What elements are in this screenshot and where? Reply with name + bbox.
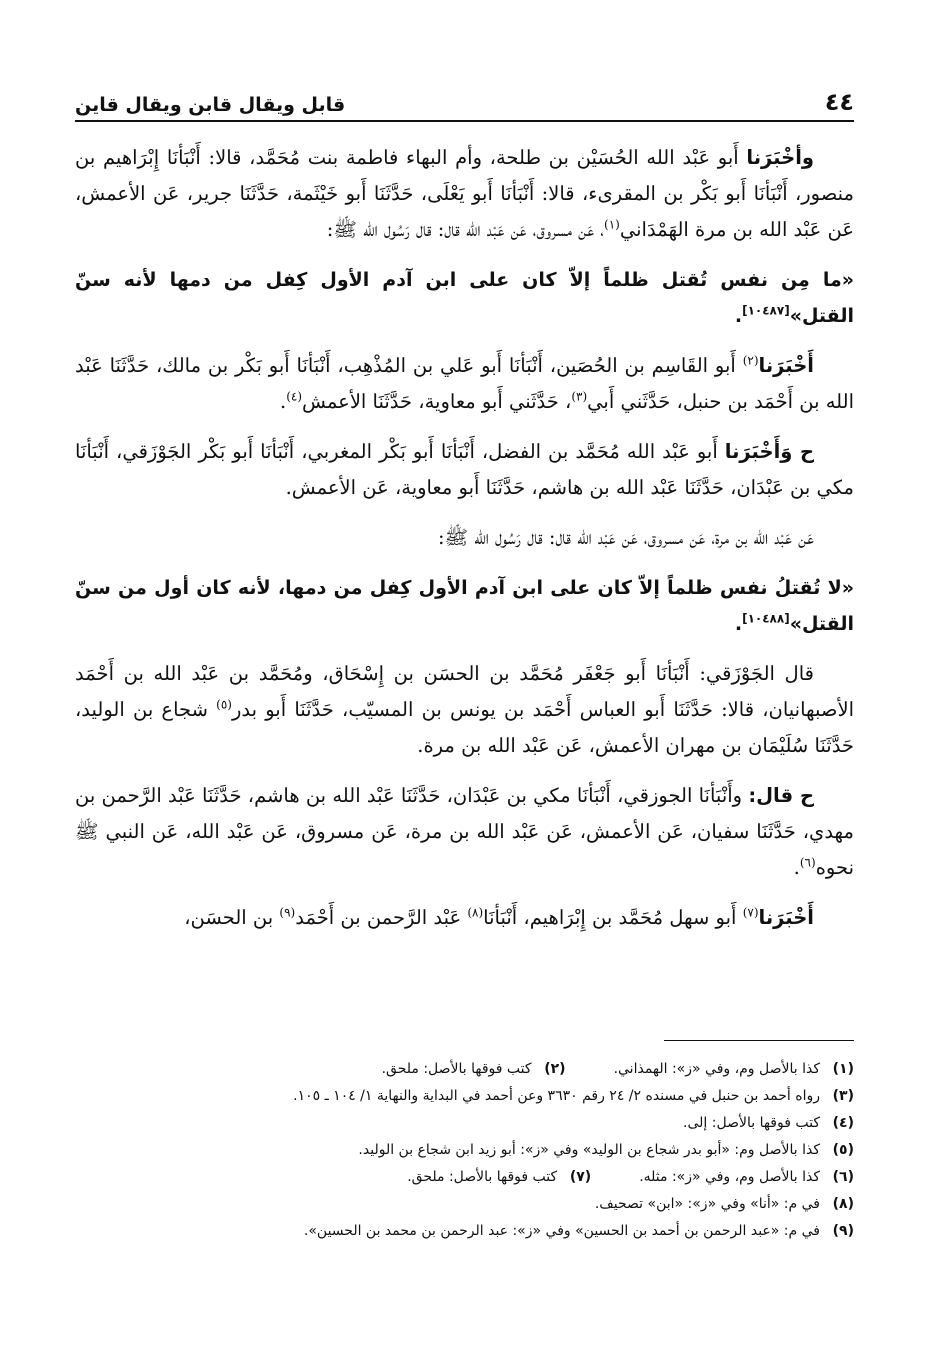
footnote-row	[75, 1137, 854, 1164]
footnote-row	[75, 1083, 854, 1110]
footnote-item	[293, 1083, 854, 1110]
paragraph-text: شجاع بن الوليد، حَدَّثَنَا سُلَيْمَان بن مهران الأعمش، عَن عَبْد الله بن مرة.	[75, 698, 854, 757]
paragraph-5	[75, 656, 854, 764]
page-header	[75, 78, 854, 122]
footnote-text: كذا بالأصل وم، وفي «ز»: الهمذاني.	[613, 1061, 820, 1077]
footnote-number: (٦)	[832, 1169, 854, 1185]
footnote-ref-7: (٧)	[742, 905, 759, 920]
footnote-separator	[664, 1040, 854, 1041]
footnote-number: (٣)	[832, 1088, 854, 1104]
page-number: ٤٤	[824, 88, 854, 116]
footnote-ref-2: (٢)	[742, 353, 759, 368]
paragraph-6	[75, 778, 854, 886]
footnote-item	[639, 1164, 854, 1191]
paragraph-text: أَبو سهل مُحَمَّد بن إِبْرَاهيم، أَنْبَأنَا	[483, 906, 743, 929]
footnote-number: (٩)	[832, 1223, 854, 1239]
quote-end: .	[734, 305, 743, 327]
paragraph-text: قال الجَوْزَقي: أَنْبَأنَا أَبو جَعْفَر مُحَمَّد بن الحسَن بن إِسْحَاق، ومُحَمَّد بن عَبْد الله بن أَحْمَد الأصبهانيان، قالا: حَدَّثَنَا أَبو العباس أَحْمَد بن يونس بن المسيّب، حَدَّثَنَا أَبو بدر	[75, 662, 854, 721]
footnote-item	[595, 1191, 854, 1218]
footnote-number: (٤)	[832, 1115, 854, 1131]
paragraph-text: بن الحسَن،	[184, 906, 280, 929]
hadith-number-1: [١٠٤٨٧]	[742, 303, 790, 318]
quote-end: .	[734, 613, 743, 635]
footnote-row	[75, 1191, 854, 1218]
hadith-quote-2	[75, 570, 854, 642]
footnote-item	[382, 1056, 566, 1083]
footnote-ref-5: (٥)	[216, 697, 232, 712]
narration-keyword: أَخْبَرَنا	[758, 354, 814, 377]
hadith-number-2: [١٠٤٨٨]	[742, 611, 790, 626]
footnote-number: (٨)	[832, 1196, 854, 1212]
footnote-text: كذا بالأصل وم، وفي «ز»: مثله.	[639, 1169, 820, 1185]
footnote-text: كتب فوقها بالأصل: ملحق.	[381, 1061, 532, 1077]
paragraph-text: .	[793, 856, 800, 879]
narration-keyword: أَخْبَرَنا	[758, 906, 814, 929]
paragraph-4: عَن عَبْد الله بن مرة، عَن مسروق، عَن عَبْد الله قال: قال رَسُول الله ﷺ:	[437, 526, 814, 549]
main-text	[75, 140, 854, 950]
paragraph-text: أَبو عَبْد الله مُحَمَّد بن الفضل، أَنْبَأنَا أَبو بَكْر المغربي، أَنْبَأنَا أَبو بَكْر الجَوْزَقي، أَنْبَأنَا مكي بن عَبْدَان، حَدَّثَنَا عَبْد الله بن هاشم، حَدَّثَنَا أَبو معاوية، عَن الأعمش.	[75, 440, 854, 499]
paragraph-text: أَبو عَبْد الله الحُسَيْن بن طلحة، وأم البهاء فاطمة بنت مُحَمَّد، قالا: أَنْبَأنَا إِبْرَاهيم بن منصور، أَنْبَأنَا أَبو بَكْر بن المقرىء، قالا: أَنْبَأنَا أَبو يَعْلَى، حَدَّثَنَا أَبو خَيْثَمة، حَدَّثَنَا جرير، عَن الأعمش، عَن عَبْد الله بن مرة الهَمْدَاني	[75, 146, 854, 241]
footnote-item	[614, 1056, 854, 1083]
footnote-number: (٥)	[832, 1142, 854, 1158]
paragraph-text: ، حَدَّثَني أَبو معاوية، حَدَّثَنَا الأعمش	[302, 390, 572, 413]
footnote-item	[358, 1137, 854, 1164]
narration-keyword: ح قال:	[748, 784, 814, 807]
paragraph-text: ، عَن مسروق، عَن عَبْد الله قال: قال رَسُول الله ﷺ:	[326, 218, 605, 241]
footnote-item	[304, 1218, 854, 1245]
paragraph-text: عَبْد الرَّحمن بن أَحْمَد	[295, 906, 468, 929]
footnote-text: كذا بالأصل وم: «أبو بدر شجاع بن الوليد» وفي «ز»: أبو زيد ابن شجاع بن الوليد.	[358, 1142, 820, 1158]
footnote-item	[683, 1110, 854, 1137]
footnote-number: (٧)	[569, 1169, 592, 1185]
footnotes	[75, 1056, 854, 1245]
paragraph-text: وأَنْبَأنَا الجوزقي، أَنْبَأنَا مكي بن عَبْدَان، حَدَّثَنَا عَبْد الله بن هاشم، حَدَّثَنَا عَبْد الرَّحمن بن مهدي، حَدَّثَنَا سفيان، عَن الأعمش، عَن عَبْد الله بن مرة، عَن مسروق، عَن عَبْد الله، عَن النبي ﷺ نحوه	[75, 784, 854, 879]
quote-text: «لا تُقتلُ نفس ظلماً إلاّ كان على ابن آدم الأول كِفل من دمها، لأنه كان أول من سنّ القتل»	[75, 577, 854, 635]
footnote-text: رواه أحمد بن حنبل في مسنده ٢/ ٢٤ رقم ٣٦٣٠ وعن أحمد في البداية والنهاية ١/ ١٠٤ ـ ١٠٥.	[293, 1088, 820, 1104]
footnote-row	[75, 1110, 854, 1137]
footnote-text: في م: «عبد الرحمن بن أحمد بن الحسين» وفي «ز»: عبد الرحمن بن محمد بن الحسين».	[303, 1223, 820, 1239]
footnote-ref-3: (٣)	[571, 389, 588, 404]
footnote-ref-9: (٩)	[279, 905, 296, 920]
hadith-quote-1	[75, 262, 854, 334]
footnote-row	[75, 1164, 854, 1191]
footnote-number: (٢)	[544, 1061, 566, 1077]
footnote-text: كتب فوقها بالأصل: إلى.	[683, 1115, 820, 1131]
quote-text: «ما مِن نفس تُقتل ظلماً إلاّ كان على ابن آدم الأول كِفل من دمها لأنه سنّ القتل»	[75, 269, 854, 327]
footnote-ref-6: (٦)	[799, 855, 816, 870]
paragraph-1	[75, 140, 854, 248]
narration-keyword: وأخْبَرَنا	[746, 146, 814, 169]
footnote-ref-4: (٤)	[286, 389, 303, 404]
paragraph-7	[75, 900, 854, 936]
paragraph-text: أَبو القَاسِم بن الحُصَين، أَنْبَأنَا أَبو عَلي بن المُذْهِب، أَنْبَأنَا أَبو بَكْر بن مالك، حَدَّثَنَا عَبْد الله بن أَحْمَد بن حنبل، حَدَّثَني أَبي	[75, 354, 854, 413]
narration-keyword: ح وَأَخْبَرَنا	[724, 440, 815, 463]
footnote-text: في م: «أنا» وفي «ز»: «ابن» تصحيف.	[594, 1196, 820, 1212]
footnote-number: (١)	[832, 1061, 854, 1077]
paragraph-text: .	[280, 390, 287, 413]
footnote-text: كتب فوقها بالأصل: ملحق.	[407, 1169, 558, 1185]
footnote-row	[75, 1056, 854, 1083]
paragraph-2	[75, 348, 854, 420]
paragraph-3	[75, 434, 854, 506]
footnote-ref-8: (٨)	[467, 905, 484, 920]
footnote-ref-1: (١)	[604, 217, 620, 232]
footnote-item	[407, 1164, 591, 1191]
footnote-row	[75, 1218, 854, 1245]
running-title: قابل ويقال قابن ويقال قاين	[75, 94, 346, 116]
